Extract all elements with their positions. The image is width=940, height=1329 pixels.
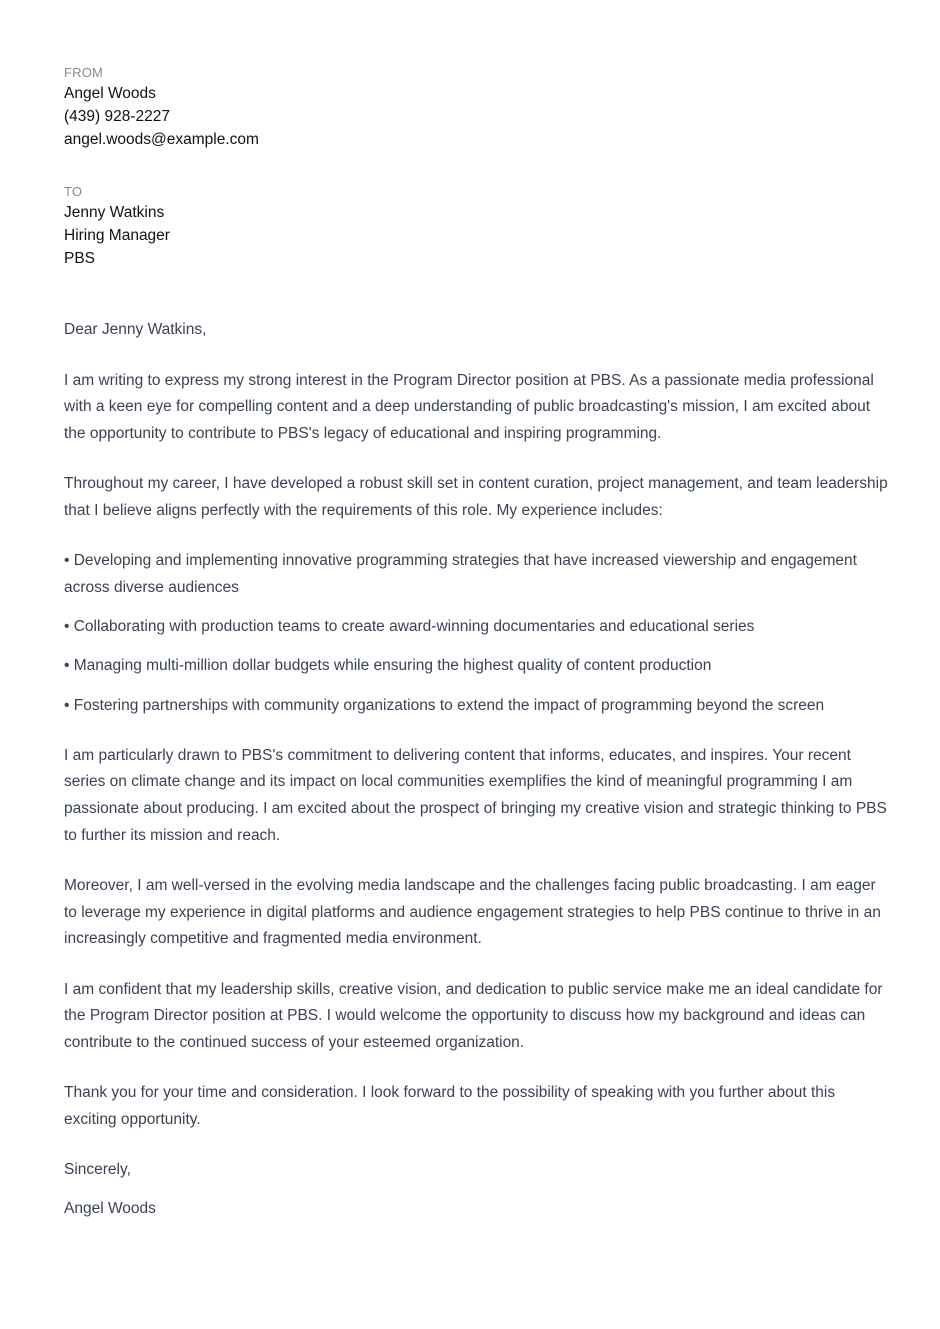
- to-label: TO: [64, 184, 83, 199]
- recipient-block: [64, 183, 888, 270]
- from-label: FROM: [64, 65, 104, 80]
- recipient-company: PBS: [64, 250, 96, 267]
- confidence-paragraph: I am confident that my leadership skills, creative vision, and dedication to public service make me an ideal candidate for the Program Director position at PBS. I would welcome the opportunity to discuss how my background and ideas can contribute to the continued success of your esteemed organization.: [64, 980, 883, 1052]
- letter-body: [64, 317, 888, 1223]
- sender-phone: (439) 928-2227: [64, 108, 170, 125]
- list-item: • Managing multi-million dollar budgets while ensuring the highest quality of content production: [64, 657, 712, 675]
- cover-letter: [64, 64, 888, 1223]
- list-item: • Collaborating with production teams to create award-winning documentaries and educational series: [64, 618, 755, 636]
- recipient-name: Jenny Watkins: [64, 204, 165, 221]
- salutation: Dear Jenny Watkins,: [64, 321, 207, 338]
- sender-name: Angel Woods: [64, 85, 156, 102]
- experience-list: [64, 548, 888, 719]
- intro-paragraph: I am writing to express my strong interest in the Program Director position at PBS. As a passionate media professional with a keen eye for compelling content and a deep understanding of public broadcasting's mission, I am excited about the opportunity to contribute to PBS's legacy of educational and inspiring programming.: [64, 371, 874, 443]
- list-item: • Fostering partnerships with community organizations to extend the impact of programming beyond the screen: [64, 696, 825, 714]
- recipient-title: Hiring Manager: [64, 227, 170, 244]
- expertise-paragraph: Moreover, I am well-versed in the evolving media landscape and the challenges facing public broadcasting. I am eager to leverage my experience in digital platforms and audience engagement strategies to help PBS continue to thrive in an increasingly competitive and fragmented media environment.: [64, 877, 881, 948]
- motivation-paragraph: I am particularly drawn to PBS's commitment to delivering content that informs, educates, and inspires. Your recent series on climate change and its impact on local communities exemplifies the kind of meaningful programming I am passionate about producing. I am excited about the prospect of bringing my creative vision and strategic thinking to PBS to further its mission and reach.: [64, 746, 887, 844]
- sender-email: angel.woods@example.com: [64, 131, 259, 148]
- list-item: • Developing and implementing innovative programming strategies that have increased viewership and engagement across diverse audiences: [64, 552, 857, 596]
- experience-paragraph: Throughout my career, I have developed a robust skill set in content curation, project management, and team leadership that I believe aligns perfectly with the requirements of this role. My experience includes:: [64, 475, 888, 520]
- signature: Angel Woods: [64, 1199, 156, 1217]
- closing: Sincerely,: [64, 1161, 131, 1179]
- thank-you-paragraph: Thank you for your time and consideration. I look forward to the possibility of speaking with you further about this exciting opportunity.: [64, 1084, 836, 1128]
- sender-block: [64, 64, 888, 151]
